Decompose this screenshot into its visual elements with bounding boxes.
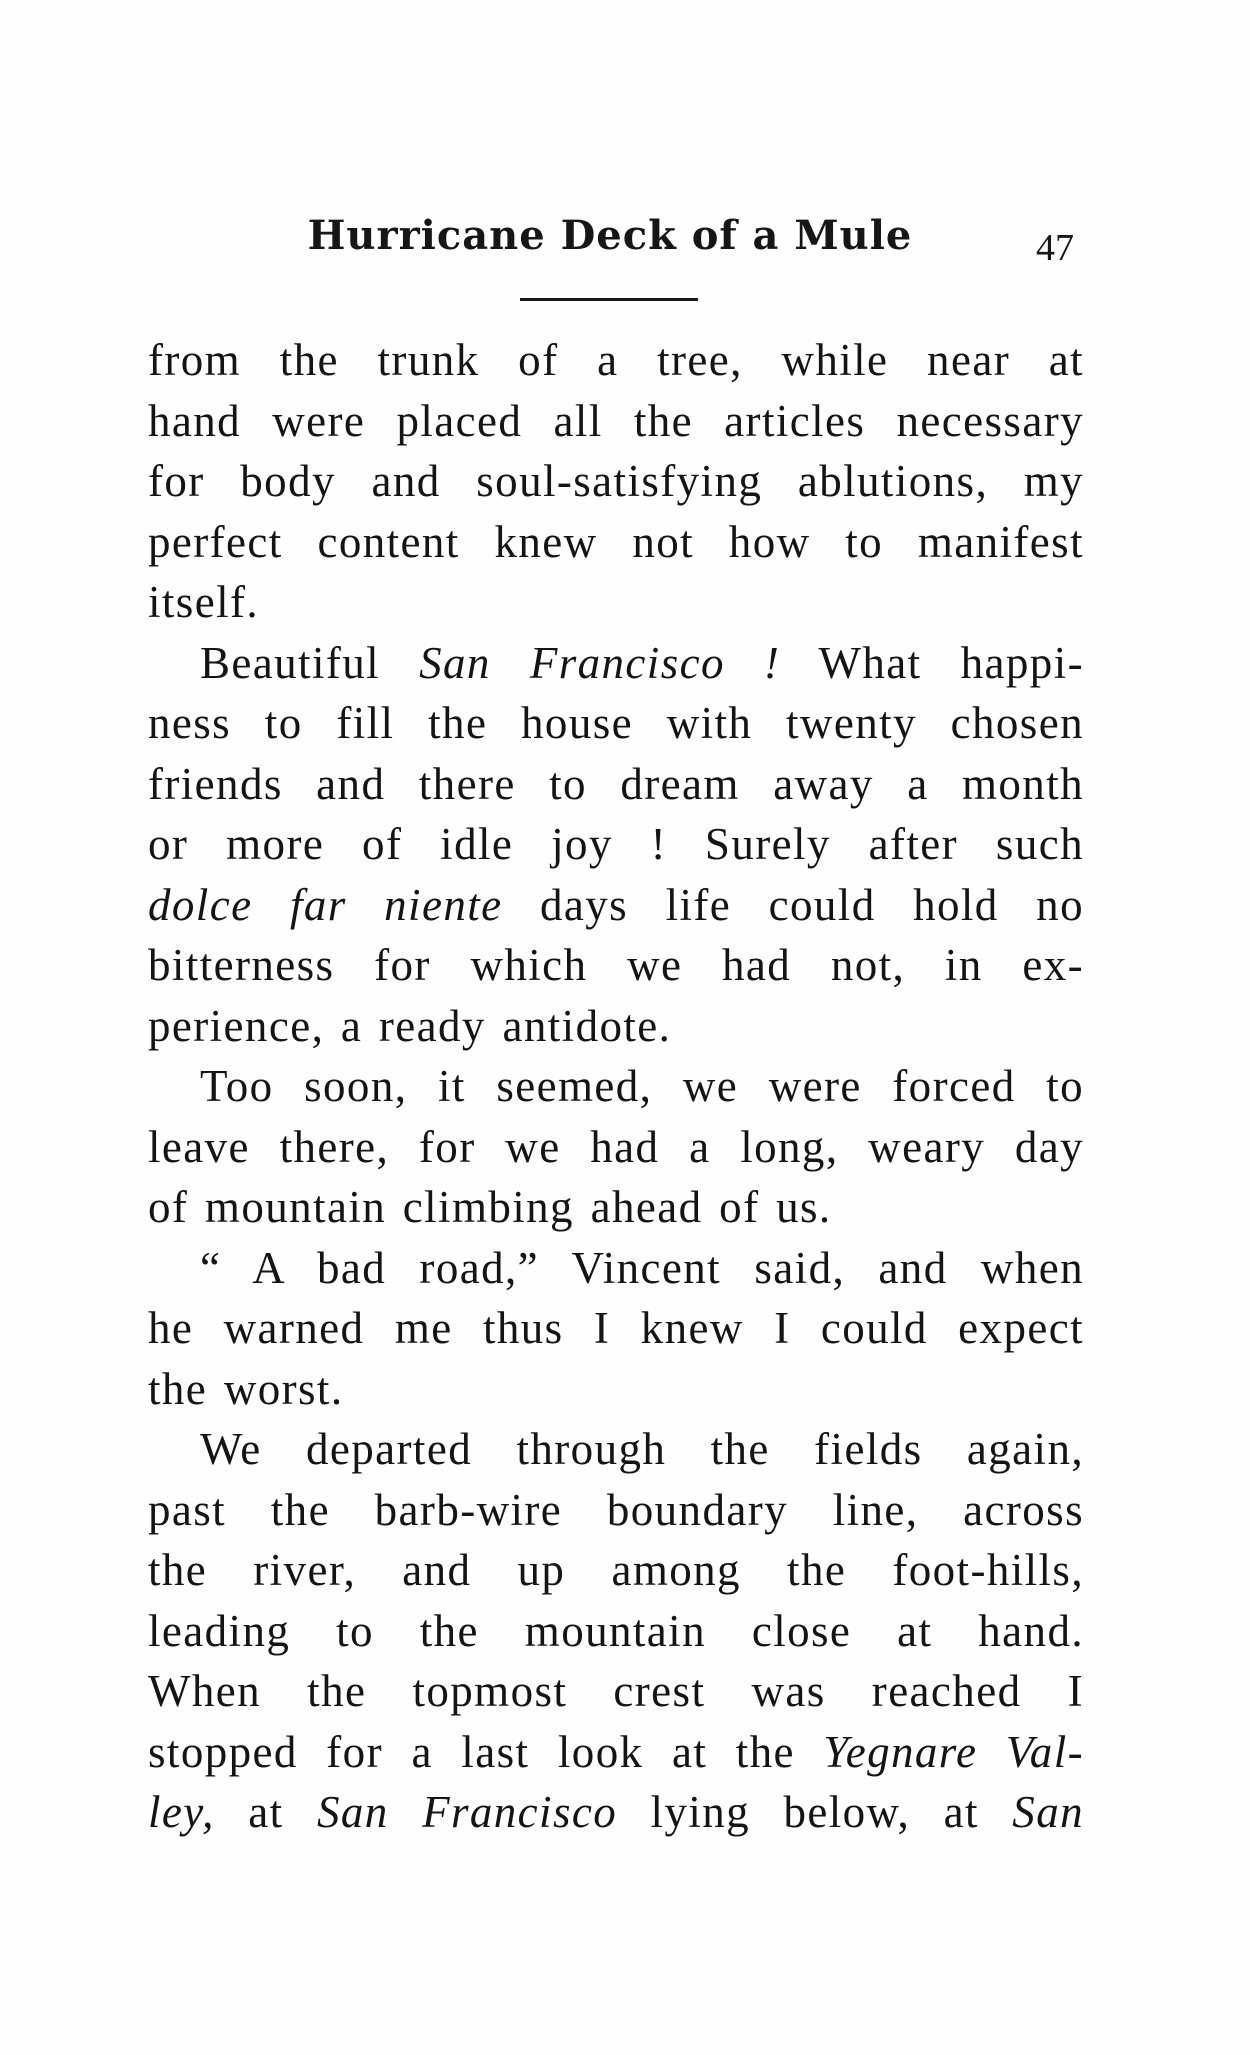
text-line: of mountain climbing ahead of us. xyxy=(148,1182,832,1232)
italic-place-name: Yegnare Val- xyxy=(823,1726,1084,1777)
text-line: or more of idle joy ! Surely after such xyxy=(148,819,1084,869)
text-line: the river, and up among the foot-hills, xyxy=(148,1545,1084,1595)
running-title: Hurricane Deck of a Mule xyxy=(307,212,913,259)
text-line: the worst. xyxy=(148,1363,344,1414)
paragraph-5 xyxy=(148,1419,1084,1843)
text-line: from the trunk of a tree, while near at xyxy=(148,335,1084,385)
page-number: 47 xyxy=(1036,227,1074,269)
text-line xyxy=(148,1782,1084,1843)
text-line xyxy=(148,633,1084,694)
italic-place-name: San xyxy=(1012,1787,1084,1837)
text-run: at xyxy=(214,1787,317,1837)
italic-place-name: San Francisco ! xyxy=(419,637,781,688)
text-run: What happi- xyxy=(780,637,1084,688)
body-text xyxy=(148,330,1084,1843)
italic-phrase: dolce far niente xyxy=(148,879,503,930)
text-line: bitterness for which we had not, in ex- xyxy=(148,940,1084,990)
text-line: past the barb-wire boundary line, across xyxy=(148,1484,1084,1535)
text-line: hand were placed all the articles necessary xyxy=(148,395,1084,446)
paragraph-1 xyxy=(148,330,1084,633)
text-line: “ A bad road,” Vincent said, and when xyxy=(200,1242,1084,1293)
text-line: perfect content knew not how to manifest xyxy=(148,516,1084,567)
text-line: We departed through the fields again, xyxy=(200,1424,1084,1474)
paragraph-4 xyxy=(148,1238,1084,1420)
text-line: leading to the mountain close at hand. xyxy=(148,1605,1084,1656)
text-line xyxy=(148,875,1084,936)
text-line: for body and soul-satisfying ablutions, my xyxy=(148,456,1084,506)
text-line: itself. xyxy=(148,577,260,627)
text-line: leave there, for we had a long, weary day xyxy=(148,1121,1084,1172)
italic-place-name: ley, xyxy=(148,1787,215,1837)
italic-place-name: San Francisco xyxy=(316,1787,618,1837)
text-line: perience, a ready antidote. xyxy=(148,1000,672,1051)
paragraph-2 xyxy=(148,633,1084,1057)
text-run: stopped for a last look at the xyxy=(148,1726,824,1777)
text-run: lying below, at xyxy=(617,1787,1013,1837)
text-line: Too soon, it seemed, we were forced to xyxy=(200,1061,1084,1111)
text-line: friends and there to dream away a month xyxy=(148,758,1084,809)
running-head xyxy=(0,212,1250,272)
paragraph-3 xyxy=(148,1056,1084,1238)
header-rule xyxy=(520,298,698,301)
text-run: days life could hold no xyxy=(502,879,1084,930)
text-line: ness to fill the house with twenty chosen xyxy=(148,698,1084,748)
text-run: Beautiful xyxy=(200,637,420,688)
text-line: he warned me thus I knew I could expect xyxy=(148,1303,1084,1353)
text-line: When the topmost crest was reached I xyxy=(148,1666,1084,1716)
text-line xyxy=(148,1722,1084,1783)
